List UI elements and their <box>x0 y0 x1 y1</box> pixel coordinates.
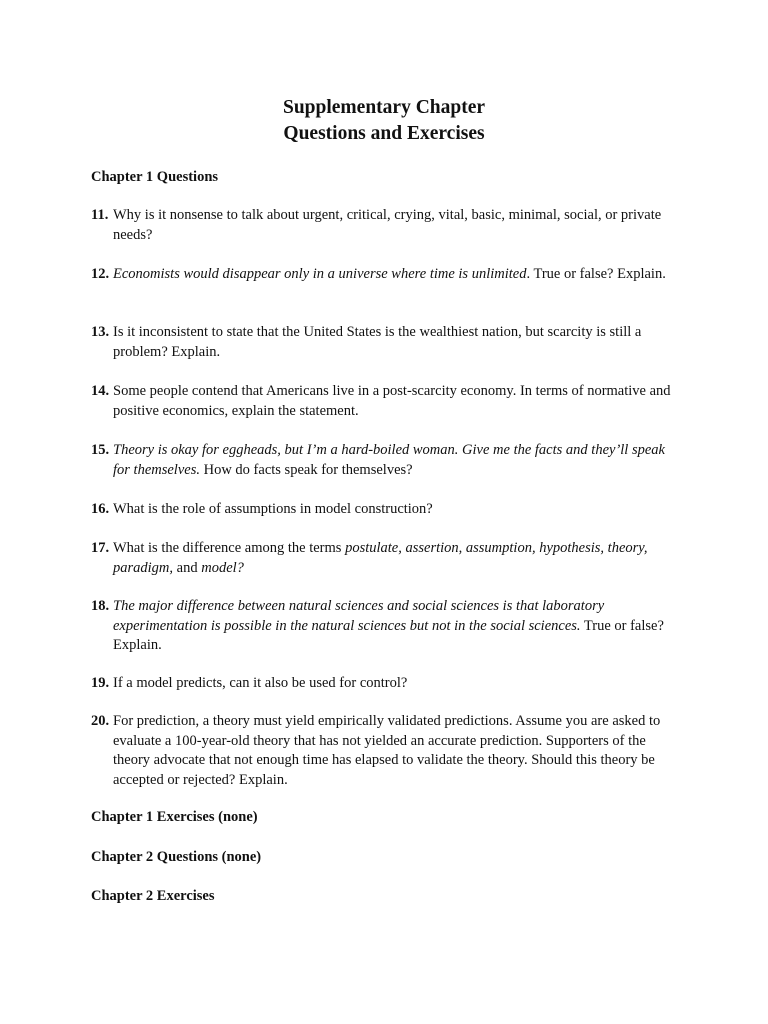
question-18 <box>91 597 681 656</box>
question-text: Some people contend that Americans live in a post-scarcity economy. In terms of normative and positive economics, explain the statement. <box>113 383 671 419</box>
question-20 <box>91 712 681 790</box>
question-text: What is the role of assumptions in model construction? <box>113 501 433 517</box>
question-number: 19. <box>91 675 110 691</box>
section-heading-ch2-questions: Chapter 2 Questions (none) <box>91 849 262 865</box>
section-heading-ch2-exercises: Chapter 2 Exercises <box>91 888 215 904</box>
page-title-line1: Supplementary Chapter <box>282 97 486 118</box>
question-11 <box>91 206 681 245</box>
question-12 <box>91 265 681 285</box>
question-19 <box>91 674 681 694</box>
question-number: 16. <box>91 501 110 517</box>
question-number: 18. <box>91 598 110 614</box>
question-text: For prediction, a theory must yield empirically validated predictions. Assume you are asked to evaluate a 100-year-old theory that has not yielded an accurate prediction. Supporters of the theory advocate that not enough time has elapsed to validate the theory. Should this theory be accepted or rejected? Explain. <box>113 713 661 788</box>
question-number: 15. <box>91 442 110 458</box>
question-15 <box>91 441 681 480</box>
question-text: The major difference between natural sciences and social sciences is that laboratory experimentation is possible in the natural sciences but not in the social sciences. True or false? Explain. <box>113 598 664 654</box>
section-heading-ch1-exercises: Chapter 1 Exercises (none) <box>91 809 258 825</box>
question-text: What is the difference among the terms postulate, assertion, assumption, hypothesis, theory, paradigm, and model? <box>113 540 648 576</box>
question-13 <box>91 323 681 362</box>
page-title-line2: Questions and Exercises <box>283 123 485 144</box>
question-number: 12. <box>91 266 110 282</box>
question-number: 20. <box>91 713 110 729</box>
question-text: Economists would disappear only in a universe where time is unlimited. True or false? Explain. <box>113 266 666 282</box>
question-number: 14. <box>91 383 110 399</box>
section-heading-ch1-questions: Chapter 1 Questions <box>91 169 219 185</box>
question-16 <box>91 500 681 520</box>
question-text: Is it inconsistent to state that the United States is the wealthiest nation, but scarcity is still a problem? Explain. <box>113 324 642 360</box>
question-17 <box>91 539 681 578</box>
question-text: Why is it nonsense to talk about urgent, critical, crying, vital, basic, minimal, social, or private needs? <box>113 207 662 243</box>
question-text: If a model predicts, can it also be used for control? <box>113 675 408 691</box>
question-14 <box>91 382 681 421</box>
question-number: 17. <box>91 540 110 556</box>
question-number: 11. <box>91 207 109 223</box>
question-text: Theory is okay for eggheads, but I’m a hard-boiled woman. Give me the facts and they’ll speak for themselves. How do facts speak for themselves? <box>113 442 665 478</box>
question-number: 13. <box>91 324 110 340</box>
